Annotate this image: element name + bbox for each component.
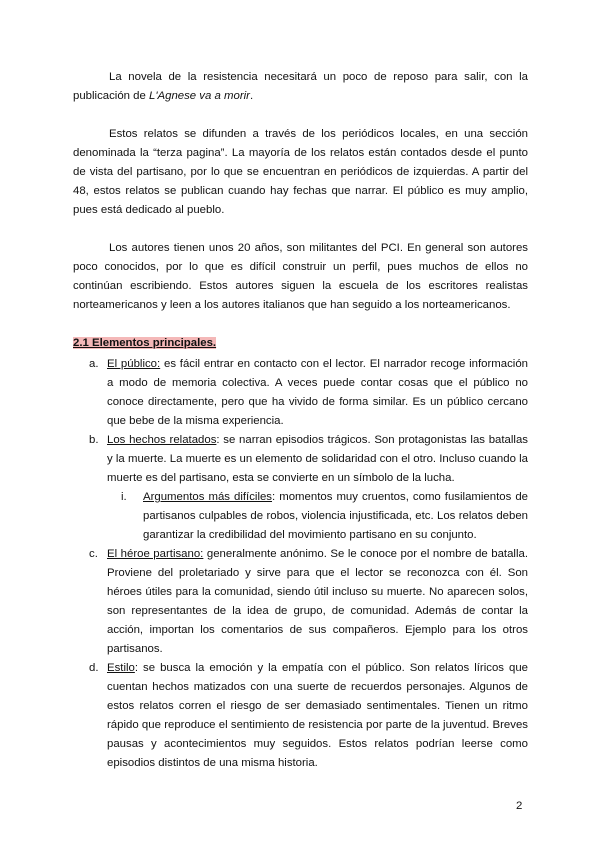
section-heading-text: 2.1 Elementos principales.: [73, 337, 217, 349]
sub-list-term: Argumentos más difíciles: [143, 491, 273, 503]
list-term: El héroe partisano:: [107, 548, 204, 560]
list-marker: d.: [89, 662, 99, 674]
paragraph-intro-end: .: [249, 90, 254, 102]
list-marker: a.: [89, 358, 99, 370]
list-marker: b.: [89, 434, 99, 446]
list-text: generalmente anónimo. Se le conoce por el nombre de batalla. Proviene del proletariado y sirve para que el lector se reconozca con él. Son héroes útiles para la comunidad, siendo útil incluso su muerte. No aparecen solos, son representantes de la idea de grupo, de comunidad. Además de contar la acción, importan los comentarios de sus compañeros. Ejemplo para los otros partisanos.: [107, 548, 528, 655]
sub-list: [107, 488, 528, 545]
paragraph-authors: Los autores tienen unos 20 años, son militantes del PCI. En general son autores poco conocidos, por lo que es difícil construir un perfil, pues muchos de ellos no continúan escribiendo. Estos autores siguen la escuela de los escritores realistas norteamericanos y leen a los autores italianos que han seguido a los norteamericanos.: [73, 242, 528, 311]
list-item-hero: [73, 545, 528, 659]
list-item-public: [73, 355, 528, 431]
paragraph-diffusion: Estos relatos se difunden a través de los periódicos locales, en una sección denominada la “terza pagina”. La mayoría de los relatos están contados desde el punto de vista del partisano, por lo que se encuentran en periódicos de izquierdas. A partir del 48, estos relatos se publican cuando hay fechas que narrar. El público es muy amplio, pues está dedicado al pueblo.: [73, 128, 528, 216]
sub-list-marker: i.: [121, 491, 127, 503]
list-text: : se narran episodios trágicos. Son protagonistas las batallas y la muerte. La muerte es un elemento de solidaridad con el otro. Incluso cuando la muerte es del partisano, esta se convierte en un símbolo de la lucha.: [107, 434, 528, 484]
list-text: : se busca la emoción y la empatía con el público. Son relatos líricos que cuentan hechos matizados con una suerte de recuerdos personajes. Algunos de estos relatos corren el riesgo de ser demasiado sentimentales. Tienen un ritmo rápido que reproduce el sentimiento de resistencia por parte de la juventud. Breves pausas y acontecimientos muy seguidos. Estos relatos podrían leerse como episodios distintos de una misma historia.: [107, 662, 528, 769]
sub-list-text: : momentos muy cruentos, como fusilamientos de partisanos culpables de robos, violencia injustificada, etc. Los relatos deben garantizar la credibilidad del movimiento partisano en su conjunto.: [143, 491, 529, 541]
list-term: Estilo: [107, 662, 135, 674]
paragraph-spacer: [73, 106, 528, 125]
list-term: Los hechos relatados: [107, 434, 217, 446]
section-heading: [73, 334, 528, 353]
list-item-events: [73, 431, 528, 545]
paragraph-spacer: [73, 220, 528, 239]
book-title: L'Agnese va a morir: [149, 90, 250, 102]
paragraph-intro: [73, 68, 528, 106]
paragraph-spacer: [73, 315, 528, 334]
list-term: El público:: [107, 358, 161, 370]
sub-list-item-arguments: [107, 488, 528, 545]
list-text: es fácil entrar en contacto con el lector. El narrador recoge información a modo de memoria colectiva. A veces puede contar cosas que el público no conoce directamente, pero que ha vivido de forma similar. Es un público cercano que bebe de la misma experiencia.: [107, 358, 528, 427]
paragraph-intro-text: La novela de la resistencia necesitará un poco de reposo para salir, con la publicación de: [73, 71, 528, 102]
page-number: 2: [516, 800, 523, 812]
document-page: [73, 68, 528, 773]
list-item-style: [73, 659, 528, 773]
list-marker: c.: [89, 548, 98, 560]
elements-list: [73, 355, 528, 773]
